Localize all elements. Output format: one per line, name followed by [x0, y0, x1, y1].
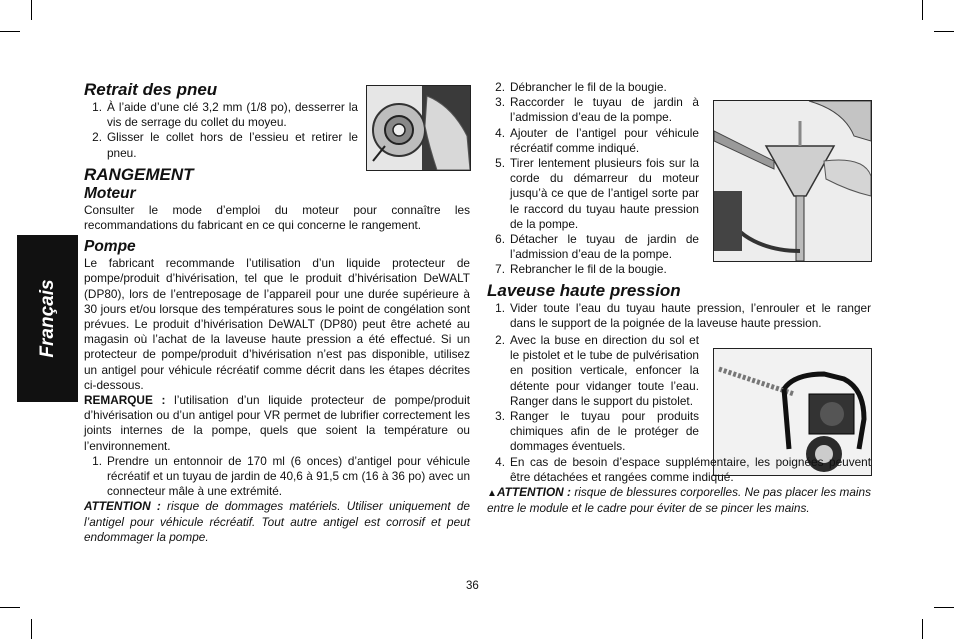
list-item: 5. Tirer lentement plusieurs fois sur la corde du démarreur du moteur jusqu’à ce que de l’antigel sorte par le raccord du tuyau haute pression de la pompe. — [495, 156, 699, 231]
caution-paragraph: ATTENTION : risque de dommages matériels. Utiliser uniquement de l’antigel pour véhicule récréatif. Tout autre antigel est corrosif et peut endommager la pompe. — [84, 499, 470, 544]
crop-mark — [0, 31, 20, 32]
list-item: 2. Glisser le collet hors de l’essieu et retirer le pneu. — [92, 130, 358, 160]
crop-mark — [31, 0, 32, 20]
page-number: 36 — [466, 580, 479, 592]
note-paragraph: REMARQUE : l’utilisation d’un liquide protecteur de pompe/produit d’hivérisation ou d’un antigel pour VR permet de lubrifier correctement les joints internes de la pompe, quels que soient la température ou l’environnement. — [84, 393, 471, 453]
list-item: 2. Avec la buse en direction du sol et le pistolet et le tube de pulvérisation en position verticale, enfoncer la détente pour vidanger toute l’eau. Ranger dans le support du pistolet. — [495, 333, 699, 408]
warning-triangle-icon: ▲ — [487, 488, 498, 500]
list-item: 4. En cas de besoin d’espace supplémentaire, les poignées peuvent être détachées et rangées comme indiqué. — [495, 454, 871, 484]
heading-storage: RANGEMENT — [84, 164, 194, 184]
list-item: 6. Détacher le tuyau de jardin de l’admission d’eau de la pompe. — [495, 232, 699, 262]
list-item: 1. Prendre un entonnoir de 170 ml (6 onces) d’antigel pour véhicule récréatif et un tuyau de jardin de 40,6 à 91,5 cm (16 à 36 po) avec un connecteur mâle à une extrémité. — [92, 453, 470, 499]
heading-tire-removal: Retrait des pneu — [84, 80, 218, 99]
crop-mark — [934, 31, 954, 32]
crop-mark — [31, 619, 32, 639]
heading-engine: Moteur — [84, 184, 136, 202]
pump-steps-list — [84, 454, 470, 500]
heading-pressure-washer: Laveuse haute pression — [487, 280, 681, 300]
crop-mark — [922, 0, 923, 20]
caution-paragraph: ▲ATTENTION : risque de blessures corporelles. Ne pas placer les mains entre le module et le cadre pour éviter de se pincer les mains. — [487, 485, 871, 516]
list-item: 4. Ajouter de l’antigel pour véhicule récréatif comme indiqué. — [495, 125, 699, 155]
engine-paragraph: Consulter le mode d’emploi du moteur pour connaître les recommandations du fabricant en ce qui concerne le rangement. — [84, 202, 470, 233]
crop-mark — [934, 607, 954, 608]
crop-mark — [0, 607, 20, 608]
pump-paragraph: Le fabricant recommande l’utilisation d’un liquide protecteur de pompe/produit d’hivérisation, tel que le produit d’hivérisation DeWALT (DP80), lors de l’entreposage de l’appareil pour une durée supérieure à 30 jours et/ou lorsque des températures sous le point de congélation sont prévues. Le produit d’hivérisation DeWALT (DP80) peut être acheté au magasin où l’achat de la laveuse haute pression a été effectué. Si un protecteur de pompe/produit d’hivérisation n’est pas disponible, utilisez un antigel pour véhicule récréatif comme décrit dans les étapes décrites ci-dessous. — [84, 256, 470, 392]
heading-pump: Pompe — [84, 238, 136, 256]
pump-steps-list-continued — [487, 80, 699, 278]
pressure-washer-list — [487, 301, 871, 331]
list-item: 3. Raccorder le tuyau de jardin à l’admission d’eau de la pompe. — [495, 95, 699, 125]
language-tab — [17, 235, 78, 402]
list-item: 1. À l’aide d’une clé 3,2 mm (1/8 po), desserrer la vis de serrage du collet du moyeu. — [92, 100, 358, 130]
list-item: 7. Rebrancher le fil de la bougie. — [495, 262, 667, 277]
pressure-washer-list-narrow — [487, 333, 699, 455]
left-column — [84, 80, 470, 545]
list-item: 3. Ranger le tuyau pour produits chimiques afin de le protéger de dommages éventuels. — [495, 409, 699, 454]
list-item: 1. Vider toute l’eau du tuyau haute pression, l’enrouler et le ranger dans le support de la poignée de la laveuse haute pression. — [495, 300, 871, 330]
list-item: 2. Débrancher le fil de la bougie. — [495, 80, 667, 94]
crop-mark — [922, 619, 923, 639]
right-column — [487, 80, 871, 516]
language-tab-label: Français — [37, 279, 58, 358]
pressure-washer-list-end — [487, 455, 871, 485]
tire-removal-list — [84, 100, 358, 161]
